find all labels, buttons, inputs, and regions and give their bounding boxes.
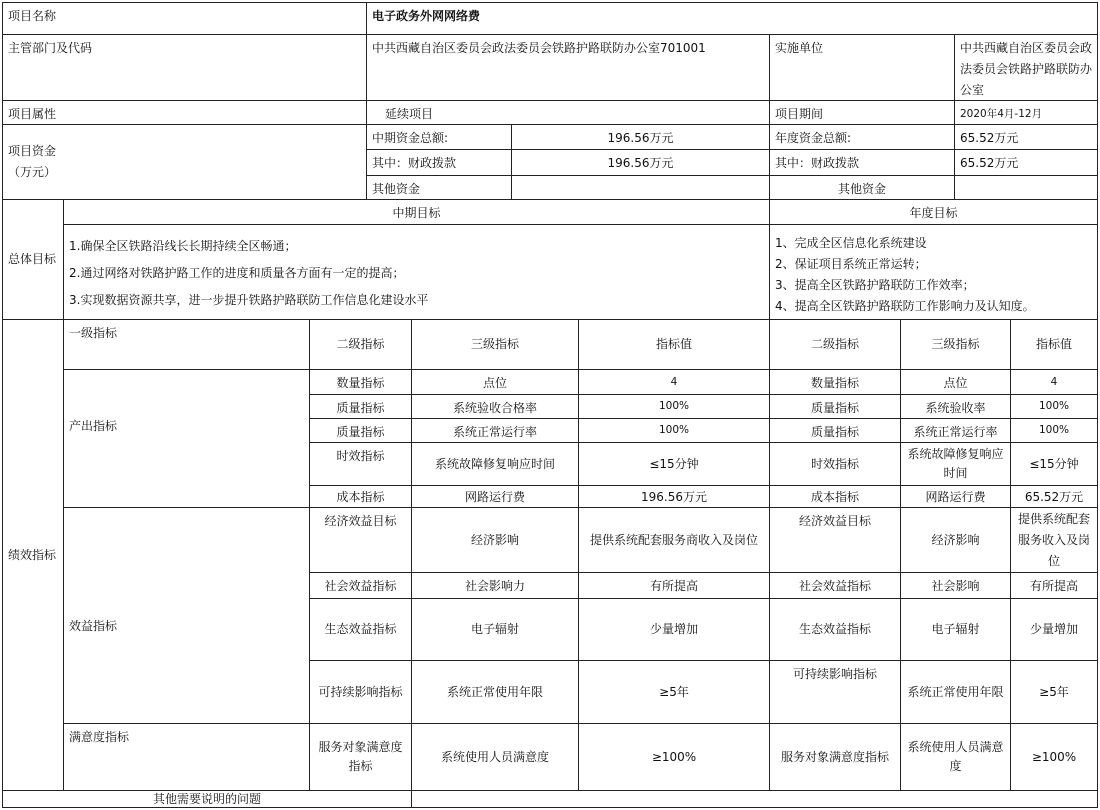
mid-level3-cell: 系统验收合格率 — [412, 395, 579, 419]
mid-value-cell: 提供系统配套服务商收入及岗位 — [579, 508, 770, 573]
mid-level3-cell: 电子辐射 — [412, 599, 579, 661]
year-value-cell: 65.52万元 — [1011, 486, 1098, 508]
mid-level2-cell: 时效指标 — [310, 443, 412, 486]
mid-level3-cell: 系统使用人员满意度 — [412, 724, 579, 791]
year-level3-cell: 系统故障修复响应时间 — [901, 443, 1011, 486]
year-level2-header: 二级指标 — [770, 320, 901, 370]
mid-level2-cell: 数量指标 — [310, 370, 412, 395]
year-level2-cell: 时效指标 — [770, 443, 901, 486]
year-level2-cell: 生态效益指标 — [770, 599, 901, 661]
mid-value-cell: 有所提高 — [579, 573, 770, 599]
year-level2-cell: 质量指标 — [770, 395, 901, 419]
year-level3-cell: 社会影响 — [901, 573, 1011, 599]
mid-other-label: 其他资金 — [367, 176, 512, 200]
mid-value-cell: ≥100% — [579, 724, 770, 791]
mid-term-goals-text: 1.确保全区铁路沿线长长期持续全区畅通； 2.通过网络对铁路护路工作的进度和质量各方面有一定的提高； 3.实现数据资源共享，进一步提升铁路护路联防工作信息化建设水平 — [64, 225, 770, 320]
year-level3-cell: 系统验收率 — [901, 395, 1011, 419]
benefit-indicators-label: 效益指标 — [64, 508, 310, 724]
mid-level2-cell: 质量指标 — [310, 419, 412, 443]
mid-value-cell: ≥5年 — [579, 661, 770, 724]
year-fiscal-value: 65.52万元 — [955, 150, 1098, 176]
year-level3-cell: 电子辐射 — [901, 599, 1011, 661]
mid-level3-cell: 社会影响力 — [412, 573, 579, 599]
mid-level2-cell: 社会效益指标 — [310, 573, 412, 599]
mid-level3-header: 三级指标 — [412, 320, 579, 370]
annual-goals-text: 1、完成全区信息化系统建设 2、保证项目系统正常运转； 3、提高全区铁路护路联防工作效率； 4、提高全区铁路护路联防工作影响力及认知度。 — [770, 225, 1098, 320]
mid-value-cell: 少量增加 — [579, 599, 770, 661]
year-level2-cell: 质量指标 — [770, 419, 901, 443]
year-level3-cell: 经济影响 — [901, 508, 1011, 573]
mid-total-label: 中期资金总额: — [367, 125, 512, 150]
year-value-cell: 提供系统配套服务收入及岗位 — [1011, 508, 1098, 573]
project-attribute-label: 项目属性 — [2, 101, 367, 125]
year-total-label: 年度资金总额: — [770, 125, 955, 150]
year-value-cell: ≥5年 — [1011, 661, 1098, 724]
mid-level3-cell: 经济影响 — [412, 508, 579, 573]
project-name-value: 电子政务外网网络费 — [367, 2, 1098, 35]
mid-value-cell: 100% — [579, 395, 770, 419]
year-level3-cell: 系统正常运行率 — [901, 419, 1011, 443]
mid-term-goals-header: 中期目标 — [64, 200, 770, 225]
mid-level2-cell: 生态效益指标 — [310, 599, 412, 661]
year-value-cell: 100% — [1011, 395, 1098, 419]
mid-fiscal-value: 196.56万元 — [512, 150, 770, 176]
year-level3-cell: 系统正常使用年限 — [901, 661, 1011, 724]
mid-other-value — [512, 176, 770, 200]
mid-value-header: 指标值 — [579, 320, 770, 370]
year-level2-cell: 成本指标 — [770, 486, 901, 508]
mid-level3-cell: 点位 — [412, 370, 579, 395]
mid-value-cell: 196.56万元 — [579, 486, 770, 508]
year-value-cell: ≥100% — [1011, 724, 1098, 791]
year-level2-cell: 数量指标 — [770, 370, 901, 395]
mid-level3-cell: 系统故障修复响应时间 — [412, 443, 579, 486]
year-level2-cell: 经济效益目标 — [770, 508, 901, 573]
department-label: 主管部门及代码 — [2, 35, 367, 101]
mid-value-cell: 4 — [579, 370, 770, 395]
mid-level3-cell: 系统正常使用年限 — [412, 661, 579, 724]
mid-level2-cell: 可持续影响指标 — [310, 661, 412, 724]
project-attribute-value: 延续项目 — [367, 101, 770, 125]
mid-fiscal-label: 其中：财政拨款 — [367, 150, 512, 176]
year-level2-cell: 可持续影响指标 — [770, 661, 901, 724]
annual-goals-header: 年度目标 — [770, 200, 1098, 225]
mid-level2-cell: 经济效益目标 — [310, 508, 412, 573]
overall-goals-label: 总体目标 — [2, 200, 64, 320]
project-funds-label: 项目资金 （万元） — [2, 125, 367, 200]
year-total-value: 65.52万元 — [955, 125, 1098, 150]
mid-value-cell: ≤15分钟 — [579, 443, 770, 486]
performance-indicators-label: 绩效指标 — [2, 320, 64, 791]
year-other-value — [955, 176, 1098, 200]
year-value-cell: ≤15分钟 — [1011, 443, 1098, 486]
mid-level2-header: 二级指标 — [310, 320, 412, 370]
year-value-cell: 4 — [1011, 370, 1098, 395]
implementing-unit-value: 中共西藏自治区委员会政法委员会铁路护路联防办公室 — [955, 35, 1098, 101]
other-notes-value — [412, 791, 1098, 808]
implementing-unit-label: 实施单位 — [770, 35, 955, 101]
mid-level2-cell: 成本指标 — [310, 486, 412, 508]
level1-header: 一级指标 — [64, 320, 310, 370]
year-level3-cell: 系统使用人员满意度 — [901, 724, 1011, 791]
year-level2-cell: 社会效益指标 — [770, 573, 901, 599]
satisfaction-indicators-label: 满意度指标 — [64, 724, 310, 791]
year-level3-header: 三级指标 — [901, 320, 1011, 370]
department-value: 中共西藏自治区委员会政法委员会铁路护路联防办公室701001 — [367, 35, 770, 101]
year-other-label: 其他资金 — [770, 176, 955, 200]
year-value-cell: 少量增加 — [1011, 599, 1098, 661]
other-notes-label: 其他需要说明的问题 — [2, 791, 412, 808]
year-level2-cell: 服务对象满意度指标 — [770, 724, 901, 791]
year-fiscal-label: 其中：财政拨款 — [770, 150, 955, 176]
year-value-cell: 有所提高 — [1011, 573, 1098, 599]
mid-level3-cell: 系统正常运行率 — [412, 419, 579, 443]
year-level3-cell: 点位 — [901, 370, 1011, 395]
project-period-label: 项目期间 — [770, 101, 955, 125]
output-indicators-label: 产出指标 — [64, 370, 310, 508]
mid-level3-cell: 网路运行费 — [412, 486, 579, 508]
year-value-header: 指标值 — [1011, 320, 1098, 370]
mid-level2-cell: 质量指标 — [310, 395, 412, 419]
year-value-cell: 100% — [1011, 419, 1098, 443]
mid-value-cell: 100% — [579, 419, 770, 443]
performance-target-table — [2, 2, 1098, 808]
mid-level2-cell: 服务对象满意度指标 — [310, 724, 412, 791]
project-period-value: 2020年4月-12月 — [955, 101, 1098, 125]
project-name-label: 项目名称 — [2, 2, 367, 35]
mid-total-value: 196.56万元 — [512, 125, 770, 150]
year-level3-cell: 网路运行费 — [901, 486, 1011, 508]
